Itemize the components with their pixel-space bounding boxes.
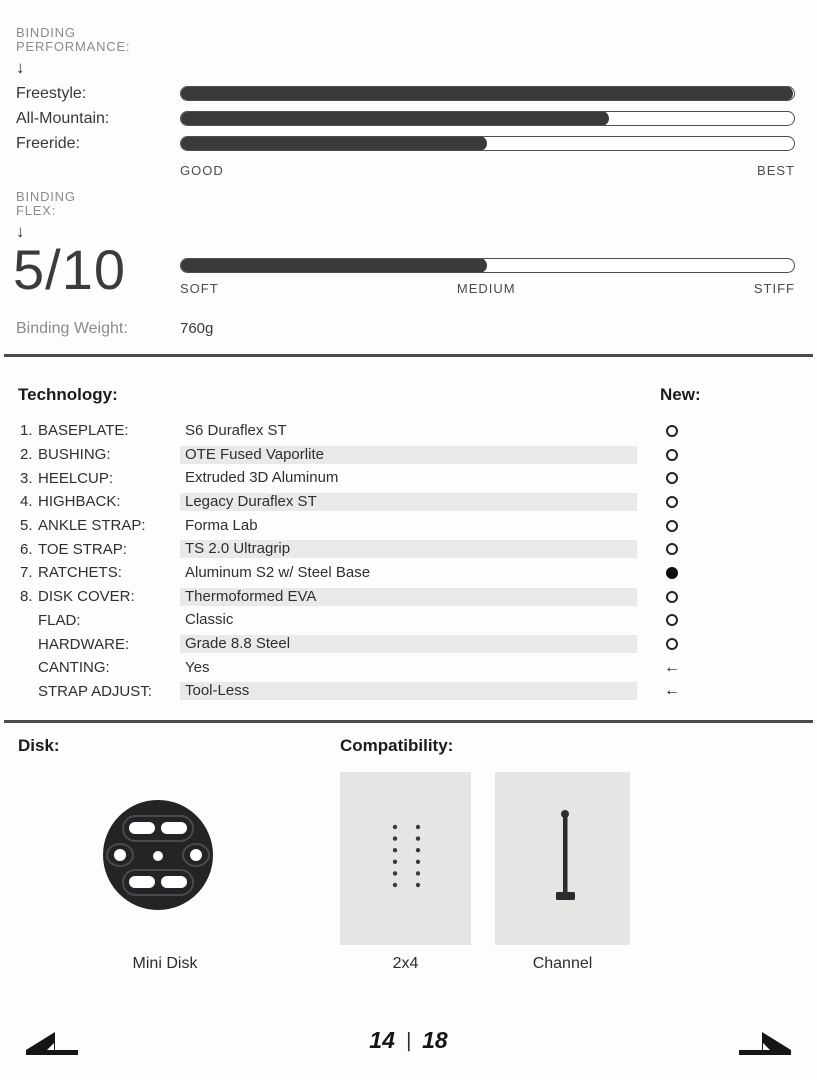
tech-label xyxy=(20,470,180,487)
row-number: 5. xyxy=(20,517,33,535)
row-number: 8. xyxy=(20,588,33,606)
table-row xyxy=(20,561,800,585)
tech-value: Forma Lab xyxy=(185,516,258,534)
row-number: 2. xyxy=(20,446,33,464)
table-row xyxy=(20,443,800,467)
row-name: HEELCUP: xyxy=(38,469,114,487)
row-name: BUSHING: xyxy=(38,446,111,464)
tech-value: Yes xyxy=(185,658,210,676)
tech-value: TS 2.0 Ultragrip xyxy=(180,540,637,558)
table-row xyxy=(20,632,800,656)
table-row xyxy=(20,537,800,561)
table-row xyxy=(20,466,800,490)
table-row xyxy=(20,656,800,680)
row-number: 6. xyxy=(20,540,33,558)
page-indicator xyxy=(0,1027,817,1054)
table-row xyxy=(20,680,800,704)
table-row xyxy=(20,585,800,609)
row-number xyxy=(20,636,38,653)
row-number xyxy=(20,659,38,676)
tech-value: Thermoformed EVA xyxy=(180,588,637,606)
row-name: ANKLE STRAP: xyxy=(38,517,146,535)
row-label: All-Mountain: xyxy=(16,109,110,127)
tech-value: Tool-Less xyxy=(180,682,637,700)
row-name: CANTING: xyxy=(38,659,110,677)
new-indicator-icon xyxy=(662,680,682,704)
heading-line: BINDING xyxy=(16,25,76,40)
new-indicator-icon xyxy=(662,561,682,585)
tech-value: Grade 8.8 Steel xyxy=(180,635,637,653)
compatibility-heading: Compatibility: xyxy=(340,736,454,755)
tech-label xyxy=(20,683,180,700)
row-name: BASEPLATE: xyxy=(38,422,129,440)
all-mountain-bar-fill xyxy=(180,111,609,126)
scale-medium-label: MEDIUM xyxy=(456,281,516,296)
row-name: DISK COVER: xyxy=(38,588,135,606)
performance-bars xyxy=(16,81,795,178)
all-mountain-bar-track xyxy=(180,111,795,126)
new-indicator-icon xyxy=(662,466,682,490)
table-row xyxy=(20,419,800,443)
row-name: TOE STRAP: xyxy=(38,540,127,558)
row-number: 4. xyxy=(20,493,33,511)
mini-disk-icon xyxy=(102,797,214,913)
row-name: HARDWARE: xyxy=(38,635,130,653)
new-indicator-icon xyxy=(662,514,682,538)
row-number xyxy=(20,683,38,700)
tech-value: Extruded 3D Aluminum xyxy=(185,469,339,487)
compat-card-2x4 xyxy=(340,772,471,945)
tech-value: Legacy Duraflex ST xyxy=(180,493,637,511)
heading-line: BINDING xyxy=(16,189,76,204)
row-label: Freeride: xyxy=(16,134,81,152)
flex-rating-value: 5/10 xyxy=(13,238,126,301)
binding-weight-row xyxy=(16,320,213,338)
tech-label xyxy=(20,446,180,463)
freestyle-bar-track xyxy=(180,86,795,101)
scale-stiff-label: STIFF xyxy=(753,281,795,296)
arrow-down-icon: ↓ xyxy=(16,222,25,241)
binding-flex-heading xyxy=(16,190,76,242)
new-indicator-icon xyxy=(662,656,682,680)
row-number: 1. xyxy=(20,422,33,440)
binding-flex-title xyxy=(16,190,76,218)
page-total: 18 xyxy=(422,1027,448,1053)
performance-row-all-mountain xyxy=(16,106,795,131)
compat-label-channel: Channel xyxy=(532,955,593,972)
tech-label xyxy=(20,588,180,605)
flex-scale xyxy=(180,281,795,296)
disk-caption: Mini Disk xyxy=(132,955,198,972)
scale-best-label: BEST xyxy=(757,163,795,178)
tech-label xyxy=(20,659,180,676)
compat-label-2x4: 2x4 xyxy=(392,955,419,972)
section-divider xyxy=(4,354,813,357)
performance-row-freestyle xyxy=(16,81,795,106)
new-indicator-icon xyxy=(662,537,682,561)
new-indicator-icon xyxy=(662,585,682,609)
technology-table xyxy=(20,419,800,703)
binding-weight-value: 760g xyxy=(180,320,214,337)
flex-bar-track xyxy=(180,258,795,273)
page-separator: | xyxy=(405,1030,412,1052)
new-indicator-icon xyxy=(662,632,682,656)
new-column-heading: New: xyxy=(660,385,701,404)
tech-label xyxy=(20,541,180,558)
binding-weight-label: Binding Weight: xyxy=(16,320,128,337)
row-name: RATCHETS: xyxy=(38,564,122,582)
table-row xyxy=(20,490,800,514)
new-indicator-icon xyxy=(662,419,682,443)
new-indicator-icon xyxy=(662,490,682,514)
table-row xyxy=(20,609,800,633)
performance-scale xyxy=(180,163,795,178)
row-number: 7. xyxy=(20,564,33,582)
flex-bar xyxy=(180,258,795,296)
row-name: STRAP ADJUST: xyxy=(38,682,152,700)
tech-label xyxy=(20,564,180,581)
row-name: HIGHBACK: xyxy=(38,493,121,511)
performance-row-freeride xyxy=(16,131,795,156)
scale-soft-label: SOFT xyxy=(180,281,219,296)
compat-card-channel xyxy=(495,772,630,945)
tech-label xyxy=(20,636,180,653)
tech-label xyxy=(20,493,180,510)
arrow-down-icon: ↓ xyxy=(16,58,25,77)
binding-performance-heading xyxy=(16,26,130,78)
page-current: 14 xyxy=(369,1027,395,1053)
row-number: 3. xyxy=(20,469,33,487)
row-number xyxy=(20,612,38,629)
tech-value: Aluminum S2 w/ Steel Base xyxy=(185,563,371,581)
tech-label xyxy=(20,422,180,439)
table-row xyxy=(20,514,800,538)
row-label: Freestyle: xyxy=(16,84,87,102)
flex-bar-fill xyxy=(180,258,487,273)
channel-icon xyxy=(495,772,630,945)
freeride-bar-track xyxy=(180,136,795,151)
section-divider xyxy=(4,720,813,723)
tech-label xyxy=(20,517,180,534)
freeride-bar-fill xyxy=(180,136,487,151)
freestyle-bar-fill xyxy=(180,86,793,101)
scale-good-label: GOOD xyxy=(180,163,224,178)
new-indicator-icon xyxy=(662,443,682,467)
technology-heading: Technology: xyxy=(18,385,118,404)
new-indicator-icon xyxy=(662,609,682,633)
tech-value: S6 Duraflex ST xyxy=(185,421,287,439)
tech-value: OTE Fused Vaporlite xyxy=(180,446,637,464)
next-page-button[interactable] xyxy=(737,1029,793,1057)
heading-line: FLEX: xyxy=(16,203,57,218)
heading-line: PERFORMANCE: xyxy=(16,39,131,54)
binding-performance-title xyxy=(16,26,130,54)
disk-heading: Disk: xyxy=(18,736,60,755)
tech-label xyxy=(20,612,180,629)
tech-value: Classic xyxy=(185,611,234,629)
row-name: FLAD: xyxy=(38,611,81,629)
2x4-pattern-icon xyxy=(340,772,471,945)
